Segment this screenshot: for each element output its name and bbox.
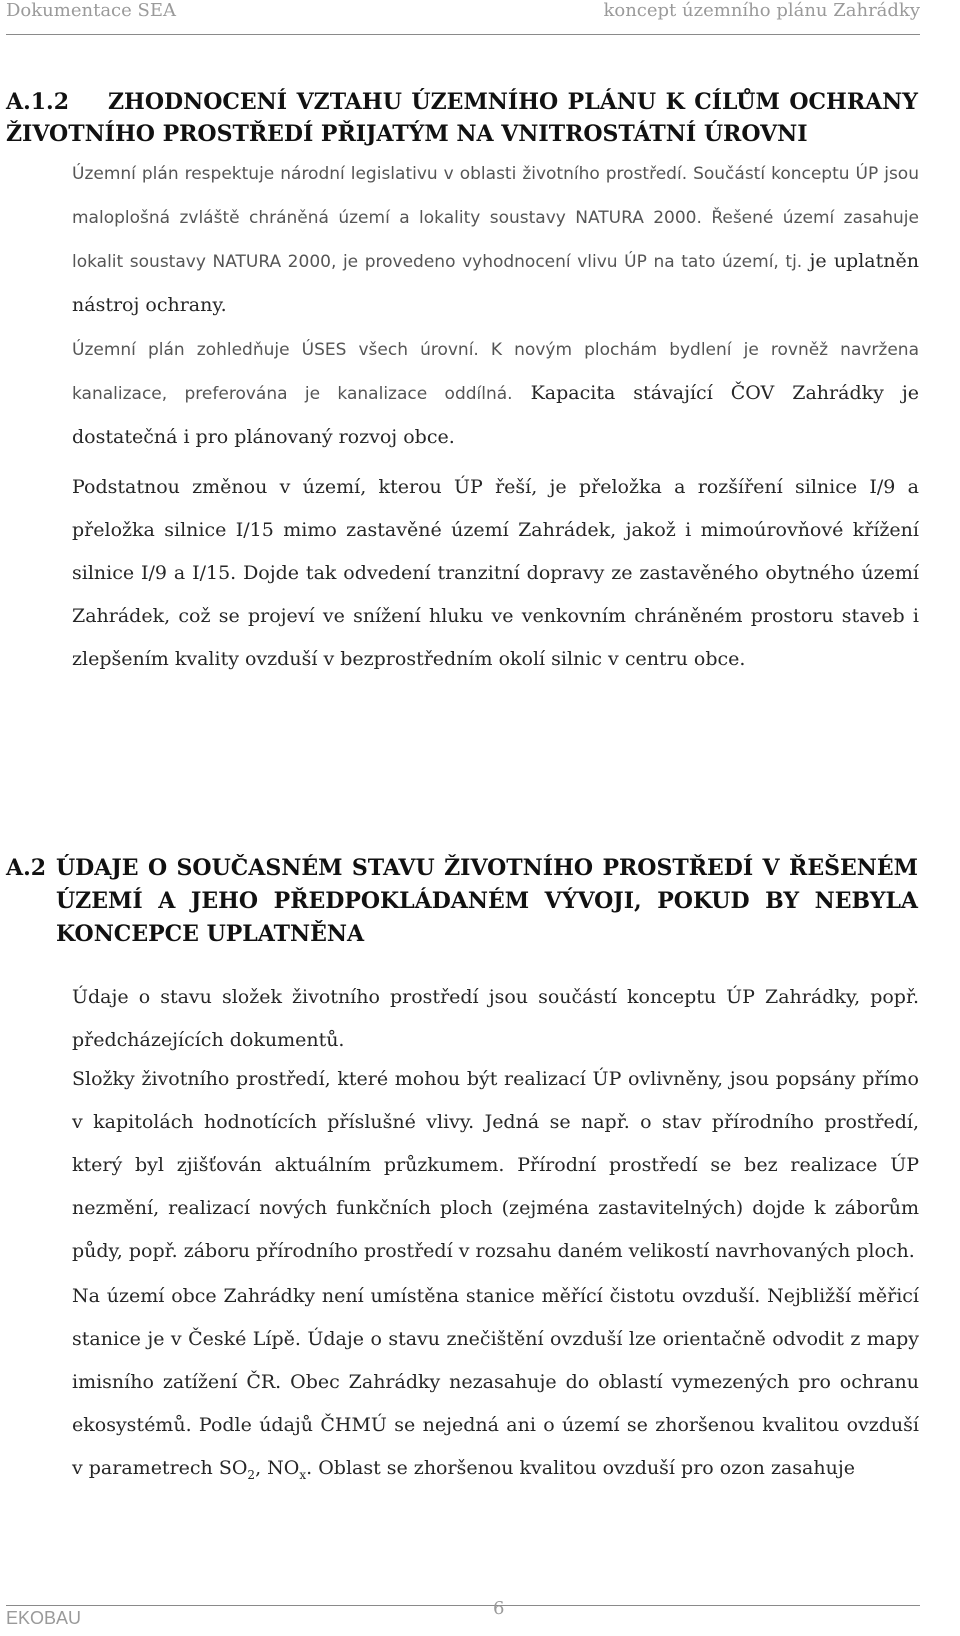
paragraph-legislation-text: Územní plán respektuje národní legislativu v oblasti životního prostředí. Součástí konceptu ÚP jsou maloplošná zvláště chráněná území a lokality soustavy NATURA 2000. Řešené území zasahuje lokalit soustavy NATURA 2000, je provedeno vyhodnocení vlivu ÚP na tato území, tj. [72, 164, 919, 272]
section-title-line1: ÚDAJE O SOUČASNÉM STAVU ŽIVOTNÍHO PROSTŘEDÍ V ŘEŠENÉM [56, 855, 918, 881]
section-number: A.2 [6, 855, 47, 881]
section-heading-a12 [6, 86, 918, 118]
paragraph-data-source [6, 976, 919, 1062]
section-title-line2: ŽIVOTNÍHO PROSTŘEDÍ PŘIJATÝM NA VNITROSTÁTNÍ ÚROVNI [6, 121, 808, 147]
subscript-so2: 2 [247, 1467, 256, 1482]
footer-company: EKOBAU [6, 1608, 82, 1628]
header-document-title: koncept územního plánu Zahrádky [603, 0, 920, 21]
paragraph-uses-capacity: Kapacita stávající ČOV Zahrádky je dostatečná i pro plánovaný rozvoj obce. [72, 382, 920, 448]
paragraph-uses [6, 328, 919, 459]
paragraph-legislation-end: je uplatněn nástroj ochrany. [72, 250, 919, 316]
subscript-nox: x [299, 1467, 307, 1482]
paragraph-components [6, 1058, 919, 1273]
section-title-line3: KONCEPCE UPLATNĚNA [56, 921, 365, 947]
paragraph-air-quality [6, 1275, 919, 1497]
paragraph-uses-text: Územní plán zohledňuje ÚSES všech úrovní. K novým plochám bydlení je rovněž navržena kanalizace, preferována je kanalizace oddílná. [72, 340, 919, 404]
paragraph-air-quality-nox: , NO [255, 1457, 300, 1479]
paragraph-components-text: Složky životního prostředí, které mohou být realizací ÚP ovlivněny, jsou popsány přímo v kapitolách hodnotících příslušné vlivy. Jedná se např. o stav přírodního prostředí, který byl zjišťován aktuálním průzkumem. Přírodní prostředí se bez realizace ÚP nezmění, realizací nových funkčních ploch (zejména zastavitelných) dojde k záborům půdy, popř. záboru přírodního prostředí v rozsahu daném velikostí navrhovaných ploch. [72, 1068, 919, 1262]
section-title-line2: ÚZEMÍ A JEHO PŘEDPOKLÁDANÉM VÝVOJI, POKUD BY NEBYLA [56, 888, 918, 914]
page-number: 6 [493, 1598, 505, 1619]
page-header [6, 0, 920, 35]
paragraph-data-source-text: Údaje o stavu složek životního prostředí jsou součástí konceptu ÚP Zahrádky, popř. předcházejících dokumentů. [72, 986, 919, 1051]
section-title-line1: ZHODNOCENÍ VZTAHU ÚZEMNÍHO PLÁNU K CÍLŮM OCHRANY [108, 89, 918, 115]
section-heading-a2-line3 [56, 918, 918, 950]
paragraph-legislation [6, 152, 919, 327]
paragraph-air-quality-text: Na území obce Zahrádky není umístěna stanice měřící čistotu ovzduší. Nejbližší měřicí stanice je v České Lípě. Údaje o stavu znečištění ovzduší lze orientačně odvodit z mapy imisního zatížení ČR. Obec Zahrádky nezasahuje do oblastí vymezených pro ochranu ekosystémů. Podle údajů ČHMÚ se nejedná ani o území se zhoršenou kvalitou ovzduší v parametrech SO [72, 1285, 919, 1479]
page-footer [6, 1598, 920, 1636]
section-heading-a2-line2 [56, 885, 918, 917]
section-heading-a2 [6, 852, 918, 884]
paragraph-roads [6, 466, 919, 681]
section-heading-a12-line2 [6, 118, 918, 150]
header-document-type: Dokumentace SEA [6, 0, 176, 21]
paragraph-roads-text: Podstatnou změnou v území, kterou ÚP řeší, je přeložka a rozšíření silnice I/9 a přeložka silnice I/15 mimo zastavěné území Zahrádek, jakož i mimoúrovňové křížení silnice I/9 a I/15. Dojde tak odvedení tranzitní dopravy ze zastavěného obytného území Zahrádek, což se projeví ve snížení hluku ve venkovním chráněném prostoru staveb i zlepšením kvality ovzduší v bezprostředním okolí silnic v centru obce. [72, 476, 919, 670]
paragraph-air-quality-ozone: . Oblast se zhoršenou kvalitou ovzduší pro ozon zasahuje [306, 1457, 855, 1479]
section-number: A.1.2 [6, 89, 70, 115]
